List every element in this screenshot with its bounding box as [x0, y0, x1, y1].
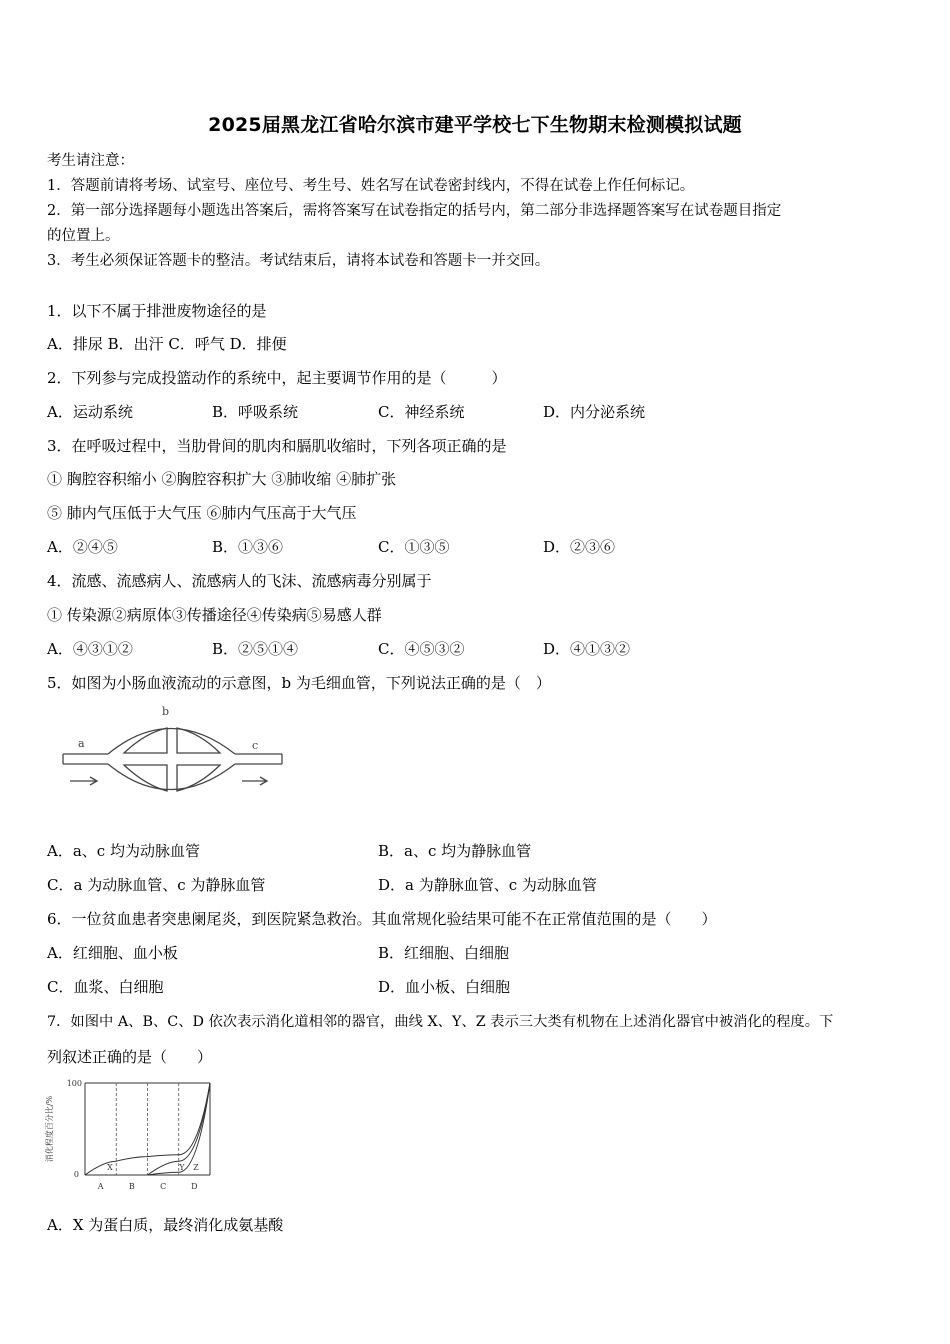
notice-item-3: 3．考生必须保证答题卡的整洁。考试结束后，请将本试卷和答题卡一并交回。	[47, 253, 550, 269]
question-3-statements-2: ⑤ 肺内气压低于大气压 ⑥肺内气压高于大气压	[47, 504, 357, 522]
series-label-X: X	[107, 1163, 113, 1172]
question-5-option-b: B．a、c 均为静脉血管	[378, 842, 532, 860]
question-2-option-a: A．运动系统	[47, 403, 133, 421]
question-3-option-c: C．①③⑤	[378, 538, 450, 556]
page-title: 2025届黑龙江省哈尔滨市建平学校七下生物期末检测模拟试题	[208, 114, 742, 136]
y-tick-label-0: 0	[73, 1170, 79, 1179]
notice-item-2: 2．第一部分选择题每小题选出答案后，需将答案写在试卷指定的括号内，第二部分非选择题答案写在试卷题目指定	[47, 203, 782, 219]
question-2-option-b: B．呼吸系统	[212, 403, 299, 421]
question-4-statements: ① 传染源②病原体③传播途径④传染病⑤易感人群	[47, 606, 382, 624]
y-axis-label: 消化程度百分比/%	[45, 1095, 54, 1163]
question-6-option-b: B．红细胞、白细胞	[378, 944, 510, 962]
series-label-Z: Z	[193, 1163, 199, 1172]
question-3-option-d: D．②③⑥	[543, 538, 616, 556]
question-6-stem: 6．一位贫血患者突患阑尾炎，到医院紧急救治。其血常规化验结果可能不在正常值范围的是（ ）	[47, 910, 717, 928]
digestion-chart	[42, 1073, 222, 1198]
question-5-stem: 5．如图为小肠血液流动的示意图，b 为毛细血管，下列说法正确的是（ ）	[47, 674, 551, 692]
series-label-Y: Y	[179, 1163, 185, 1172]
question-4-option-a: A．④③①②	[47, 640, 133, 658]
question-4-option-d: D．④①③②	[543, 640, 631, 658]
notice-item-1: 1．答题前请将考场、试室号、座位号、考生号、姓名写在试卷密封线内，不得在试卷上作任何标记。	[47, 178, 695, 194]
label-b: b	[162, 705, 170, 718]
y-tick-label-100: 100	[66, 1079, 82, 1088]
capillary-diagram	[60, 703, 290, 798]
question-3-statements-1: ① 胸腔容积缩小 ②胸腔容积扩大 ③肺收缩 ④肺扩张	[47, 470, 397, 488]
question-5-option-a: A．a、c 均为动脉血管	[47, 842, 200, 860]
question-7-stem-cont: 列叙述正确的是（ ）	[47, 1048, 213, 1066]
question-2-option-d: D．内分泌系统	[543, 403, 646, 421]
question-2-option-c: C．神经系统	[378, 403, 465, 421]
question-5-option-c: C．a 为动脉血管、c 为静脉血管	[47, 876, 266, 894]
x-tick-label-A: A	[97, 1182, 104, 1191]
notice-heading: 考生请注意：	[47, 153, 134, 169]
question-4-stem: 4．流感、流感病人、流感病人的飞沫、流感病毒分别属于	[47, 572, 432, 590]
notice-item-2-cont: 的位置上。	[47, 228, 120, 244]
question-6-option-c: C．血浆、白细胞	[47, 978, 164, 996]
question-6-option-d: D．血小板、白细胞	[378, 978, 511, 996]
label-a: a	[78, 737, 85, 750]
question-4-option-c: C．④⑤③②	[378, 640, 465, 658]
question-7-stem: 7．如图中 A、B、C、D 依次表示消化道相邻的器官，曲线 X、Y、Z 表示三大类有机物在上述消化器官中被消化的程度。下	[47, 1014, 834, 1030]
question-2-stem: 2．下列参与完成投篮动作的系统中，起主要调节作用的是（ ）	[47, 369, 507, 387]
question-3-option-a: A．②④⑤	[47, 538, 118, 556]
label-c: c	[252, 739, 259, 752]
question-3-stem: 3．在呼吸过程中，当肋骨间的肌肉和膈肌收缩时，下列各项正确的是	[47, 437, 507, 455]
question-7-option-a: A．X 为蛋白质，最终消化成氨基酸	[47, 1216, 284, 1234]
question-4-option-b: B．②⑤①④	[212, 640, 299, 658]
question-3-option-b: B．①③⑥	[212, 538, 284, 556]
question-5-option-d: D．a 为静脉血管、c 为动脉血管	[378, 876, 597, 894]
question-1-stem: 1．以下不属于排泄废物途径的是	[47, 302, 267, 320]
x-tick-label-B: B	[128, 1182, 135, 1191]
question-1-options: A．排尿 B．出汗 C．呼气 D．排便	[47, 335, 287, 353]
x-tick-label-C: C	[160, 1182, 167, 1191]
question-6-option-a: A．红细胞、血小板	[47, 944, 178, 962]
x-tick-label-D: D	[191, 1182, 198, 1191]
